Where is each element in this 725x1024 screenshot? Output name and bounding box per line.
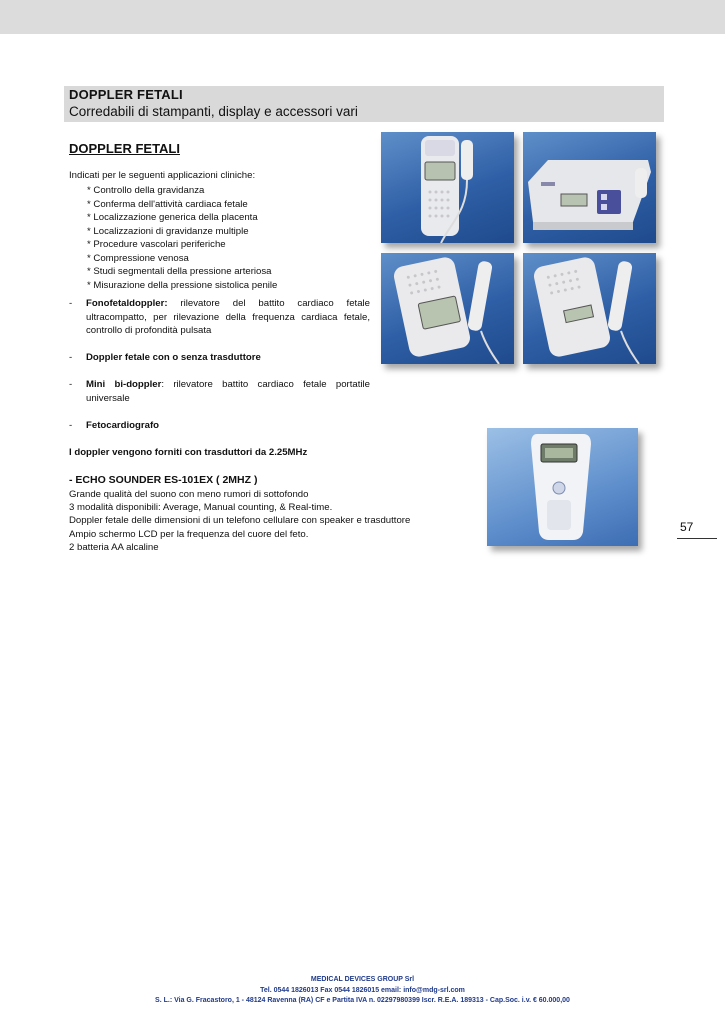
title-main: DOPPLER FETALI (69, 87, 183, 102)
model-feature-line: Grande qualità del suono con meno rumori di sottofondo (69, 489, 309, 500)
product-bullet-fonofetaldoppler (69, 297, 370, 338)
product-photo-desktop-doppler (523, 132, 656, 243)
page-number: 57 (680, 520, 694, 534)
model-title: - ECHO SOUNDER ES-101EX ( 2MHZ ) (69, 474, 258, 486)
section-heading: DOPPLER FETALI (69, 141, 180, 156)
model-feature-line: Ampio schermo LCD per la frequenza del cuore del feto. (69, 528, 309, 540)
application-item: * Localizzazioni di gravidanze multiple (87, 225, 249, 237)
bullet-dash: - (69, 420, 73, 431)
bullet-label: Fonofetaldoppler: (86, 298, 168, 309)
bullet-label: Doppler fetale con o senza trasduttore (86, 352, 261, 363)
footer-contacts: Tel. 0544 1826013 Fax 0544 1826015 email: info@mdg-srl.com (260, 986, 465, 994)
footer-company: MEDICAL DEVICES GROUP Srl (310, 976, 415, 983)
product-photo-handheld-doppler-probe (381, 132, 514, 243)
footer (0, 975, 725, 1007)
product-photo-portable-doppler-lcd (381, 253, 514, 364)
product-bullet-doppler-fetale (69, 351, 370, 365)
bullet-label: Fetocardiografo (86, 420, 160, 431)
footer-legal: S. L.: Via G. Fracastoro, 1 - 48124 Ravenna (RA) CF e Partita IVA n. 02297980399 Iscr. R.E.A. 189313 - Cap.Soc. i.v. € 60.000,00 (155, 997, 570, 1004)
application-item: * Conferma dell'attività cardiaca fetale (87, 198, 248, 210)
product-photo-echo-sounder-es-101ex (487, 428, 638, 546)
bullet-dash: - (69, 352, 73, 363)
bullet-label: Mini bi-doppler (86, 379, 162, 390)
model-features (69, 488, 410, 554)
applications-list (87, 184, 277, 292)
model-feature-line: Doppler fetale delle dimensioni di un telefono cellulare con speaker e trasduttore (69, 515, 411, 527)
product-photo-portable-doppler-digital (523, 253, 656, 364)
page-number-rule (677, 538, 717, 539)
bullet-dash: - (69, 379, 73, 390)
title-box (64, 86, 664, 122)
application-item: * Compressione venosa (87, 252, 189, 264)
application-item: * Studi segmentali della pressione arteriosa (87, 266, 272, 277)
model-feature-line: 3 modalità disponibili: Average, Manual counting, & Real-time. (69, 502, 333, 514)
model-feature-line: 2 batteria AA alcaline (69, 541, 159, 553)
bullet-text: : rilevatore battito cardiaco fetale portatile universale (86, 379, 371, 404)
product-bullet-fetocardiografo (69, 419, 370, 433)
transducer-note: I doppler vengono forniti con trasduttori da 2.25MHz (69, 447, 308, 458)
application-item: * Misurazione della pressione sistolica penile (87, 279, 278, 291)
top-header-bar (0, 0, 725, 34)
bullet-text: rilevatore del battito cardiaco fetale ultracompatto, per rilevazione della frequenza cardiaca fetale, controllo di profondità pulsata (86, 298, 370, 336)
title-subtitle: Corredabili di stampanti, display e accessori vari (69, 104, 358, 119)
application-item: * Procedure vascolari periferiche (87, 239, 226, 250)
application-item: * Controllo della gravidanza (87, 185, 205, 196)
bullet-dash: - (69, 298, 73, 309)
application-item: * Localizzazione generica della placenta (87, 212, 258, 223)
intro-text: Indicati per le seguenti applicazioni cliniche: (69, 170, 256, 181)
product-bullet-mini-bi-doppler (69, 378, 370, 405)
